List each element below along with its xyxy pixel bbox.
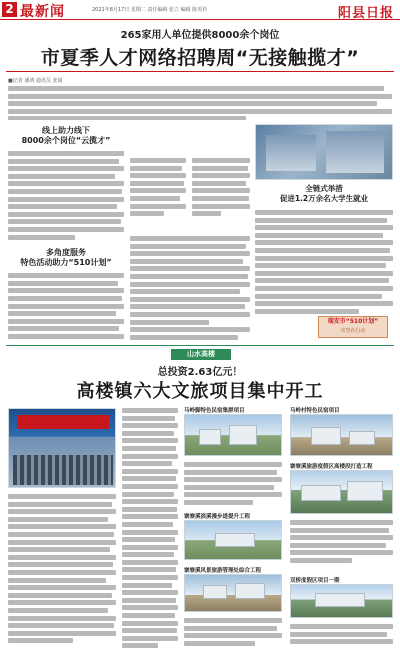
- project-title-1: 马岭脚特色民宿集群项目: [184, 408, 245, 414]
- project-text-6: [290, 624, 393, 652]
- project-text-3: [290, 520, 393, 570]
- article-column-3: [255, 210, 393, 314]
- date-line: 2021年8月17日 星期二 责任编辑 张立 编辑 陈英杉: [92, 7, 208, 13]
- second-article-column-1: [8, 494, 116, 652]
- project-text-1: [184, 462, 282, 510]
- photo-caption-head: 全链式举措 促进1.2万余名大学生就业: [279, 184, 369, 203]
- paper-logo: 阳县日报: [337, 6, 394, 21]
- project-title-5: 寨寮溪风景旅游管理处综合工程: [184, 568, 262, 574]
- job-fair-photo: [255, 124, 393, 180]
- ceremony-photo: [8, 408, 116, 488]
- article-column-2b: [192, 158, 250, 228]
- page-number: 2: [2, 2, 17, 17]
- project-image-2: [290, 414, 393, 456]
- project-image-1: [184, 414, 282, 456]
- project-text-5: [184, 618, 282, 652]
- masthead: [0, 0, 400, 20]
- column-tag: 山水高楼: [171, 349, 231, 360]
- subhead-services: 多角度服务 特色活动助力“510计划”: [20, 248, 112, 268]
- project-title-3: 寨寮溪旅游度假区高楼段打造工程: [290, 464, 373, 470]
- project-title-4: 寨寮溪滨溪漫步道提升工程: [184, 514, 251, 520]
- top-story-kicker: 265家用人单位提供8000余个岗位: [120, 30, 280, 41]
- article-column-2a: [130, 158, 186, 228]
- section-divider: [6, 345, 394, 346]
- headline-rule: [6, 71, 394, 72]
- subhead-online: 线上助力线下 8000余个岗位“云揽才”: [21, 126, 111, 145]
- article-column-2c: [130, 236, 250, 341]
- project-image-4: [184, 520, 282, 560]
- section-title: 最新闻: [20, 4, 65, 20]
- second-story-headline: 高楼镇六大文旅项目集中开工: [76, 381, 324, 402]
- project-image-6: [290, 584, 393, 618]
- lead-paragraph: [8, 86, 392, 120]
- campaign-banner: 瑞安市“510计划” 攻坚在行动: [318, 316, 388, 338]
- project-image-3: [290, 470, 393, 514]
- second-story-kicker: 总投资2.63亿元！: [157, 367, 243, 378]
- article-column-1: [8, 126, 124, 341]
- top-story-byline: ■记者 潘鸿 通讯员 张闻: [8, 78, 63, 84]
- second-article-column-2: [122, 408, 178, 652]
- project-title-6: 双桥度假区项目一期: [290, 578, 340, 584]
- project-image-5: [184, 574, 282, 612]
- top-story-headline: 市夏季人才网络招聘周“无接触揽才”: [40, 47, 360, 69]
- project-title-2: 马岭村特色民宿项目: [290, 408, 340, 414]
